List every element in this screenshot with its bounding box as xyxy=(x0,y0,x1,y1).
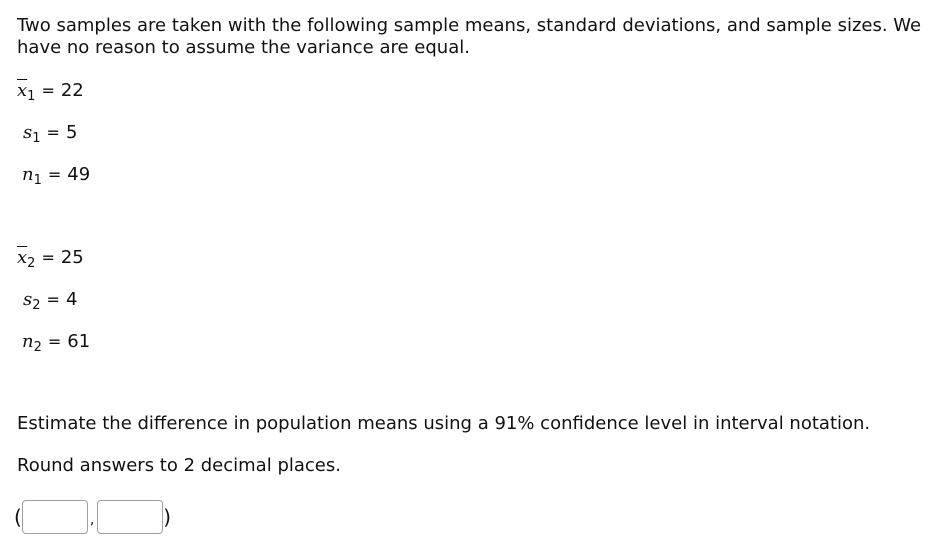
close-parenthesis: ) xyxy=(163,505,172,529)
equals-sign: = xyxy=(41,248,55,267)
open-parenthesis: ( xyxy=(14,505,22,529)
interval-answer xyxy=(14,496,171,538)
sample1-sd-symbol: s xyxy=(23,122,33,143)
sample2-n-subscript: 2 xyxy=(33,340,42,355)
sample1-mean-value: 22 xyxy=(60,80,84,101)
sample2-n-symbol: n xyxy=(22,331,34,352)
sample1-mean-symbol: $\overline{x}$ xyxy=(17,80,28,101)
sample1-sd-value: 5 xyxy=(65,122,78,143)
sample2-mean-line xyxy=(17,246,84,270)
sample1-n-line xyxy=(22,163,90,187)
sample1-sd-line xyxy=(23,121,77,145)
question-intro: Two samples are taken with the following sample means, standard deviations, and sample sizes. We have no reason to assume the variance are equal. xyxy=(17,15,922,58)
sample2-sd-symbol: s xyxy=(23,289,33,310)
question-prompt: Estimate the difference in population means using a 91% confidence level in interval notation. xyxy=(17,413,871,434)
rounding-instruction: Round answers to 2 decimal places. xyxy=(17,455,341,476)
interval-separator: , xyxy=(89,512,95,528)
sample2-mean-subscript: 2 xyxy=(27,256,36,271)
equals-sign: = xyxy=(47,332,62,351)
equals-sign: = xyxy=(46,123,60,142)
sample2-sd-line xyxy=(23,288,77,312)
sample2-n-line xyxy=(22,330,90,354)
sample2-sd-value: 4 xyxy=(65,289,78,310)
equals-sign: = xyxy=(41,81,55,100)
upper-bound-input[interactable] xyxy=(97,500,163,534)
sample1-mean-subscript: 1 xyxy=(27,89,36,104)
lower-bound-input[interactable] xyxy=(22,500,88,534)
sample1-n-subscript: 1 xyxy=(33,173,42,188)
equals-sign: = xyxy=(47,165,62,184)
sample1-mean-line xyxy=(17,79,84,103)
sample2-sd-subscript: 2 xyxy=(32,298,41,313)
sample2-n-value: 61 xyxy=(67,331,91,352)
equals-sign: = xyxy=(46,290,60,309)
sample1-sd-subscript: 1 xyxy=(32,131,41,146)
sample1-n-symbol: n xyxy=(22,164,34,185)
sample2-mean-symbol: $\overline{x}$ xyxy=(17,247,28,268)
sample2-mean-value: 25 xyxy=(60,247,84,268)
sample1-n-value: 49 xyxy=(67,164,91,185)
